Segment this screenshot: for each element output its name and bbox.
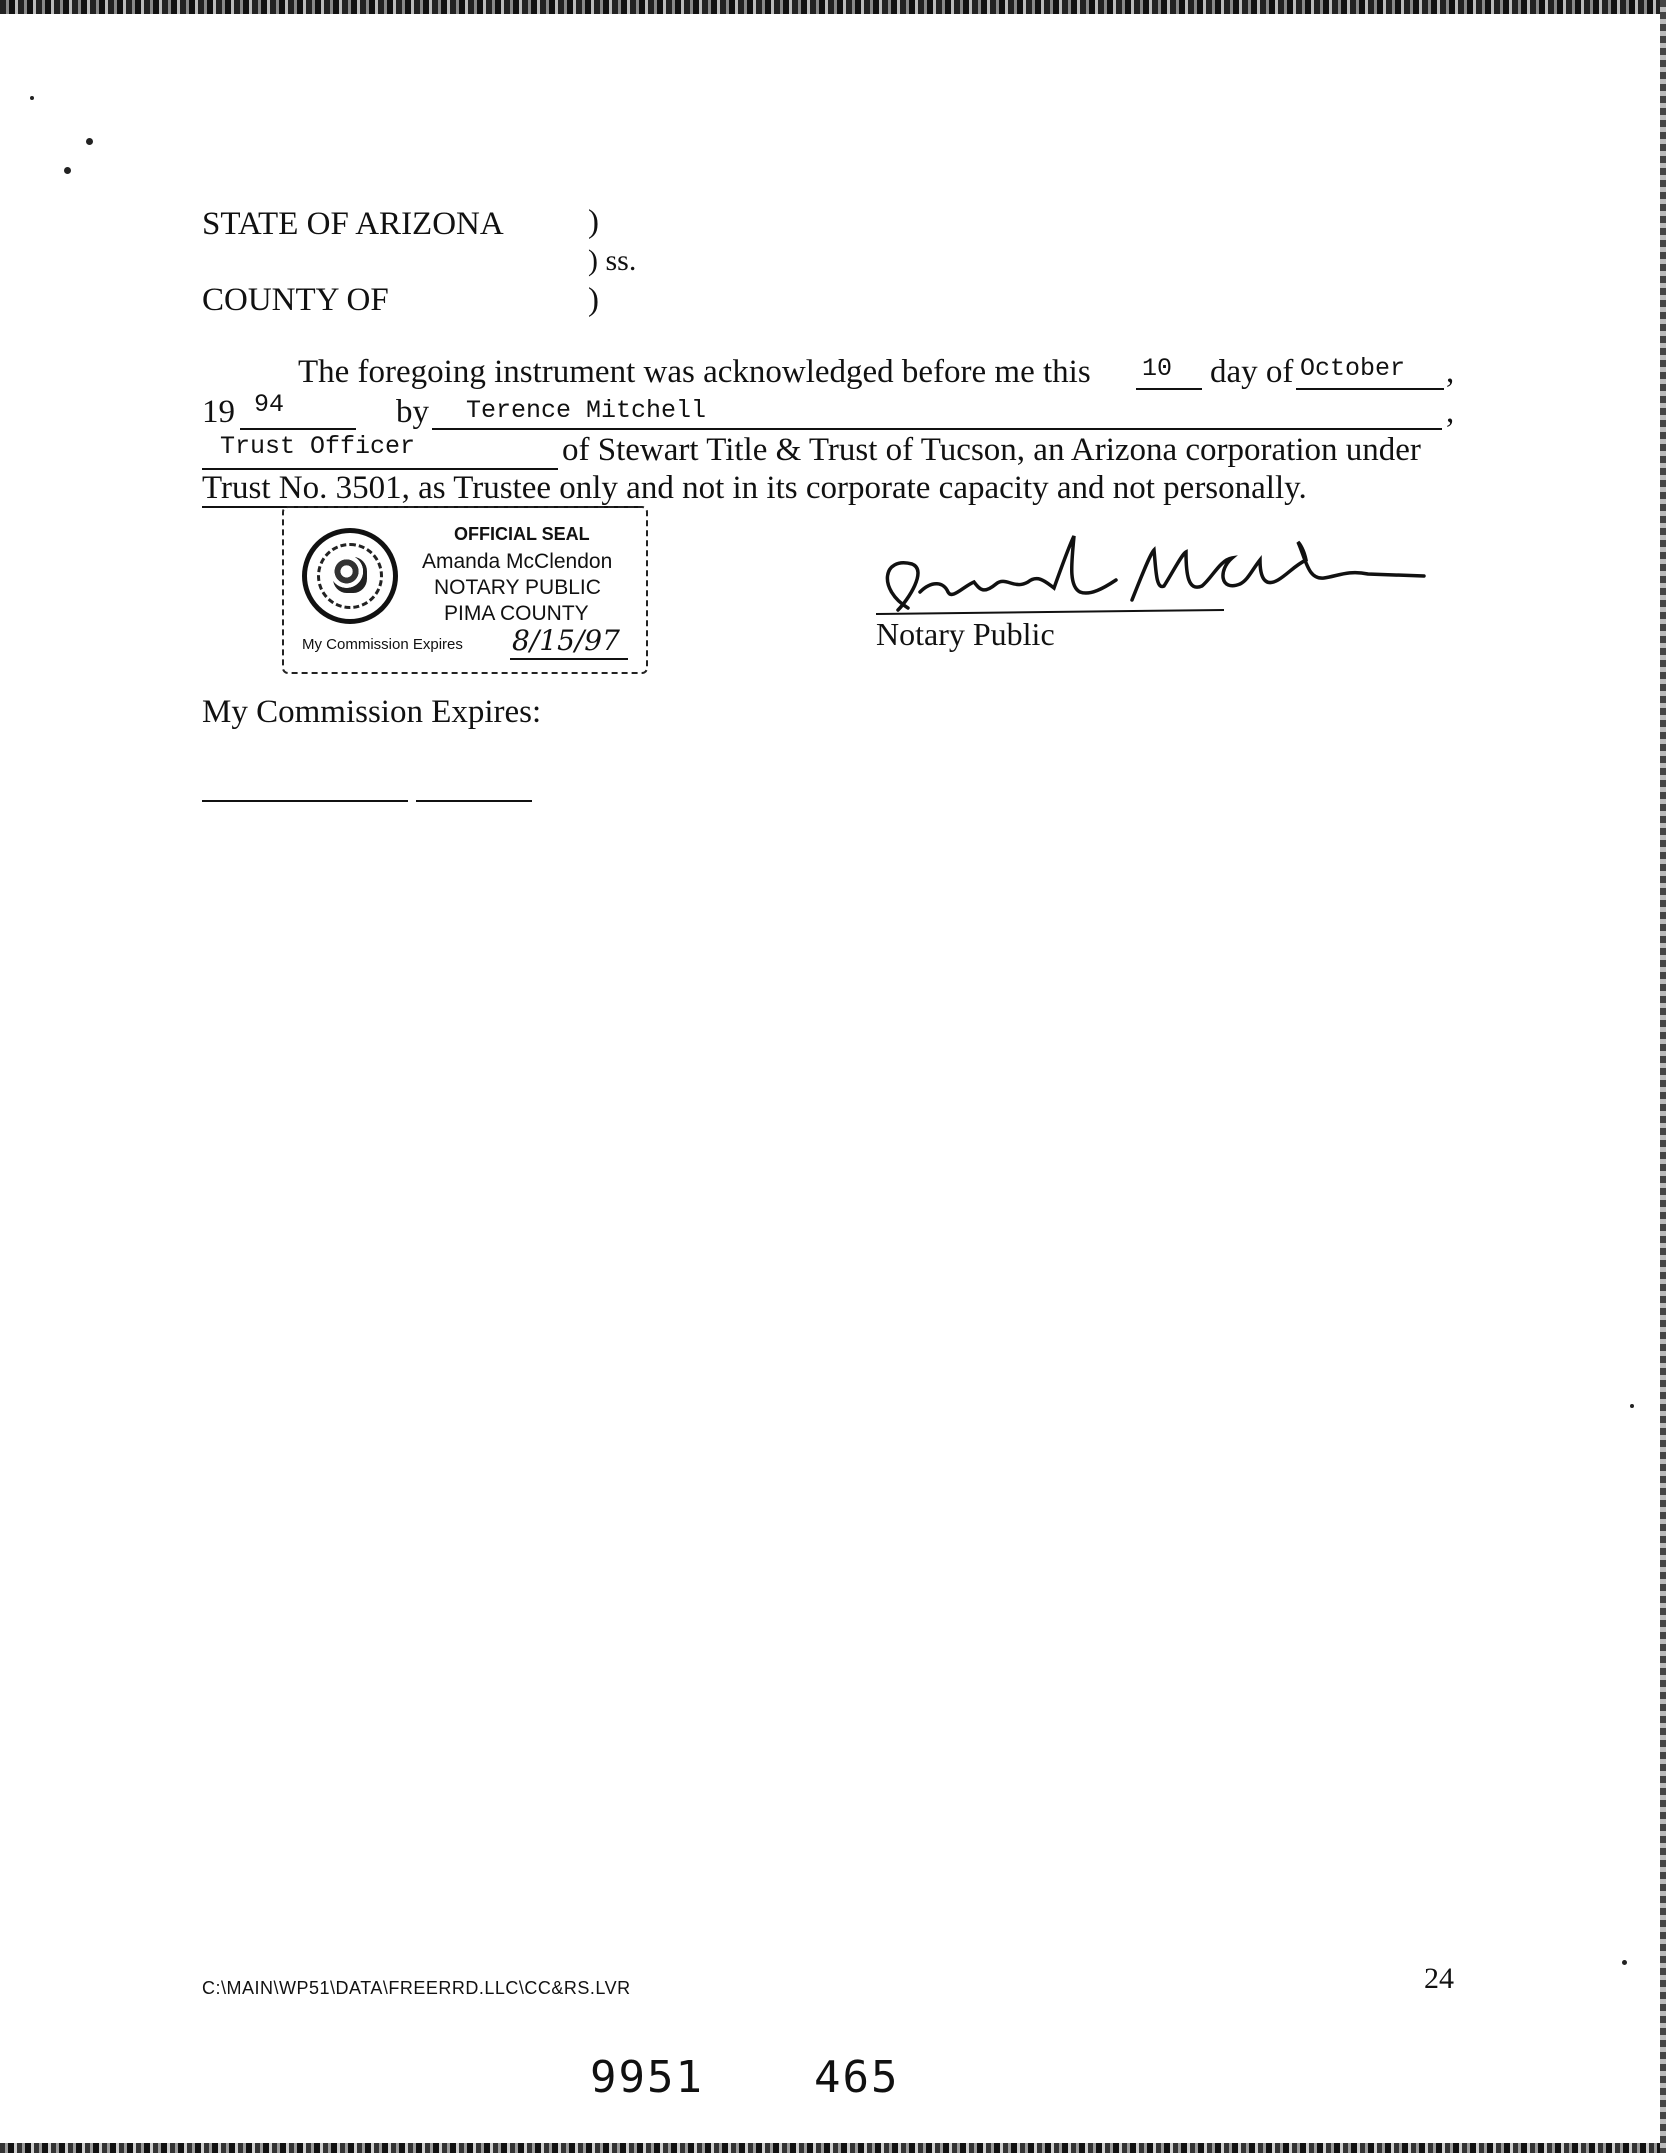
by-label: by [396, 394, 429, 430]
state-seal-emblem-icon [302, 528, 398, 624]
comma-2: , [1446, 394, 1455, 430]
official-seal-stamp [282, 506, 648, 674]
day-of-label: day of [1210, 354, 1294, 390]
notary-signature [868, 530, 1428, 630]
seal-notary-name: Amanda McClendon [422, 550, 613, 573]
day-underline [1136, 388, 1202, 390]
county-label: COUNTY OF [202, 282, 389, 318]
state-label: STATE OF ARIZONA [202, 206, 504, 242]
year-prefix: 19 [202, 394, 235, 430]
person-underline [432, 428, 1442, 430]
page-number: 24 [1424, 1962, 1454, 1995]
commission-line-2 [416, 800, 532, 802]
scan-edge-right [1660, 0, 1666, 2153]
month-underline [1296, 388, 1444, 390]
seal-title: OFFICIAL SEAL [454, 524, 590, 544]
year-value: 94 [254, 390, 285, 419]
person-value: Terence Mitchell [466, 396, 707, 425]
scan-speck [1622, 1960, 1627, 1965]
venue-paren-bottom: ) [588, 282, 599, 318]
scan-speck [1630, 1404, 1634, 1408]
document-number-a: 9951 [590, 2052, 704, 2103]
ack-line1-text: The foregoing instrument was acknowledged before me this [298, 354, 1091, 390]
scan-edge-top [0, 0, 1666, 14]
document-number-b: 465 [814, 2052, 900, 2103]
seal-expires-value: 8/15/97 [512, 624, 620, 657]
scan-speck [64, 167, 71, 174]
seal-notary-public: NOTARY PUBLIC [434, 576, 601, 599]
seal-expires-underline [510, 658, 628, 660]
scan-speck [86, 138, 93, 145]
day-value: 10 [1142, 354, 1173, 383]
ack-line3-text: of Stewart Title & Trust of Tucson, an Arizona corporation under [562, 432, 1421, 468]
scan-speck [30, 96, 34, 100]
title-value: Trust Officer [220, 432, 416, 461]
notary-public-label: Notary Public [876, 616, 1055, 652]
file-path: C:\MAIN\WP51\DATA\FREERRD.LLC\CC&RS.LVR [202, 1978, 631, 1998]
seal-county: PIMA COUNTY [444, 602, 589, 625]
scan-edge-bottom [0, 2143, 1666, 2153]
commission-expires-label: My Commission Expires: [202, 694, 542, 730]
month-value: October [1300, 354, 1406, 383]
commission-line-1 [202, 800, 408, 802]
ack-line4-text: Trust No. 3501, as Trustee only and not in its corporate capacity and not personally. [202, 470, 1307, 506]
comma-1: , [1446, 354, 1455, 390]
ss-label: ) ss. [588, 244, 637, 277]
year-underline [240, 428, 356, 430]
seal-expires-label: My Commission Expires [302, 636, 463, 653]
venue-paren-top: ) [588, 204, 599, 240]
